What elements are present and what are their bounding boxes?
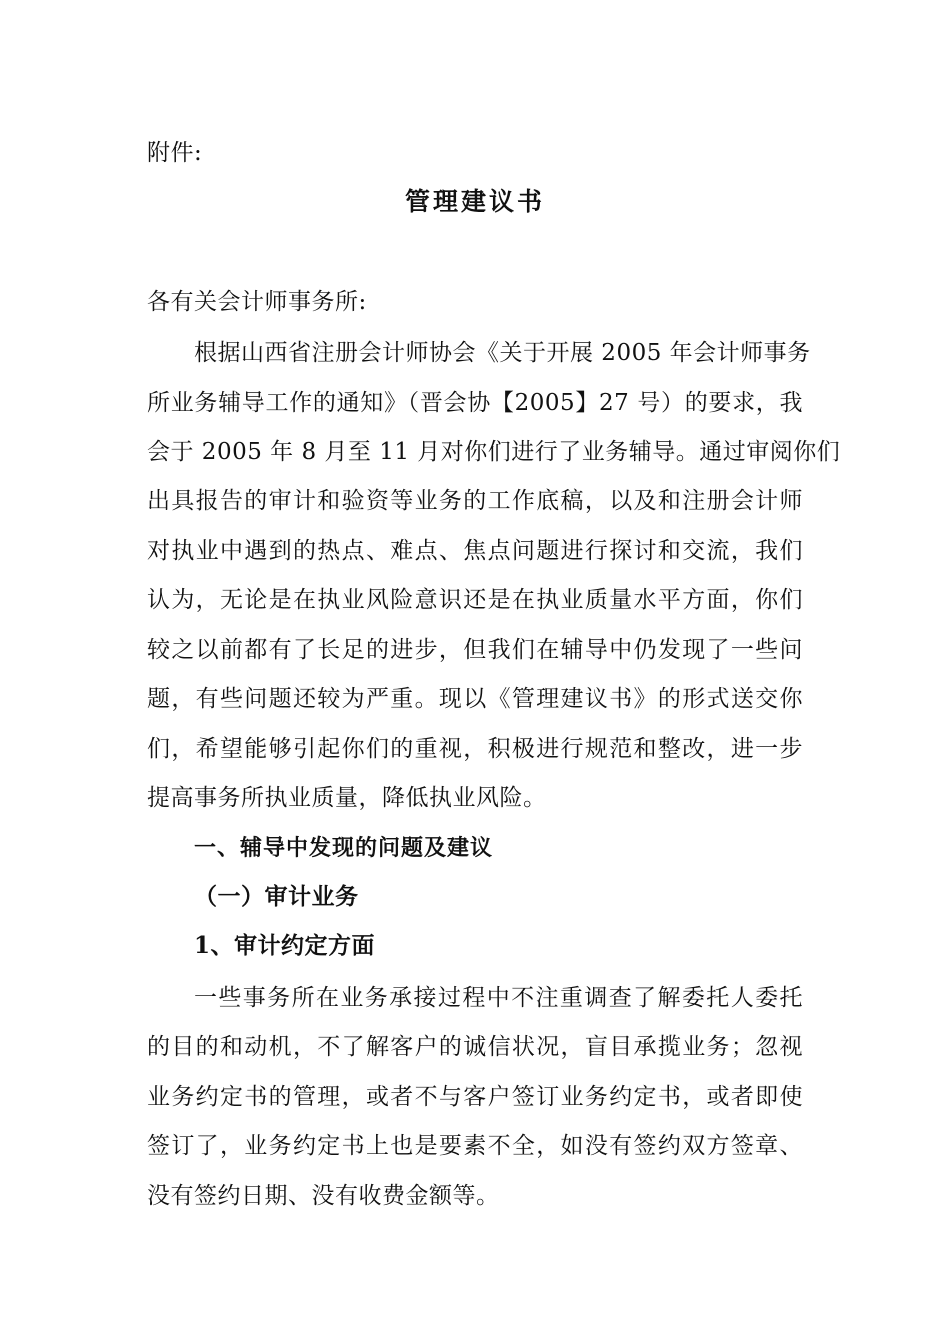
- paragraph-line: 签订了，业务约定书上也是要素不全，如没有签约双方签章、: [147, 1133, 803, 1159]
- salutation: 各有关会计师事务所:: [147, 289, 367, 315]
- document-title: 管理建议书: [404, 187, 545, 216]
- paragraph-line: 没有签约日期、没有收费金额等。: [147, 1183, 500, 1209]
- paragraph-line: 们，希望能够引起你们的重视，积极进行规范和整改，进一步: [147, 736, 803, 762]
- item-heading: 1、审计约定方面: [194, 932, 376, 959]
- subsection-heading: （一）审计业务: [194, 883, 359, 910]
- paragraph-line: 业务约定书的管理，或者不与客户签订业务约定书，或者即使: [147, 1084, 803, 1110]
- paragraph-line: 提高事务所执业质量，降低执业风险。: [147, 785, 547, 811]
- paragraph-line: 出具报告的审计和验资等业务的工作底稿，以及和注册会计师: [147, 488, 803, 514]
- paragraph-line: 认为，无论是在执业风险意识还是在执业质量水平方面，你们: [147, 587, 803, 613]
- attachment-label: 附件:: [147, 140, 203, 166]
- paragraph-line: 一些事务所在业务承接过程中不注重调查了解委托人委托: [194, 985, 803, 1011]
- paragraph-line: 较之以前都有了长足的进步，但我们在辅导中仍发现了一些问: [147, 637, 803, 663]
- paragraph-line: 根据山西省注册会计师协会《关于开展 2005 年会计师事务: [194, 340, 811, 366]
- section-heading: 一、辅导中发现的问题及建议: [194, 836, 494, 861]
- paragraph-line: 会于 2005 年 8 月至 11 月对你们进行了业务辅导。通过审阅你们: [147, 439, 841, 465]
- paragraph-line: 对执业中遇到的热点、难点、焦点问题进行探讨和交流，我们: [147, 538, 803, 564]
- paragraph-line: 题，有些问题还较为严重。现以《管理建议书》的形式送交你: [147, 686, 803, 712]
- paragraph-line: 所业务辅导工作的通知》（晋会协【2005】27 号）的要求，我: [147, 390, 803, 416]
- paragraph-line: 的目的和动机，不了解客户的诚信状况，盲目承揽业务；忽视: [147, 1034, 803, 1060]
